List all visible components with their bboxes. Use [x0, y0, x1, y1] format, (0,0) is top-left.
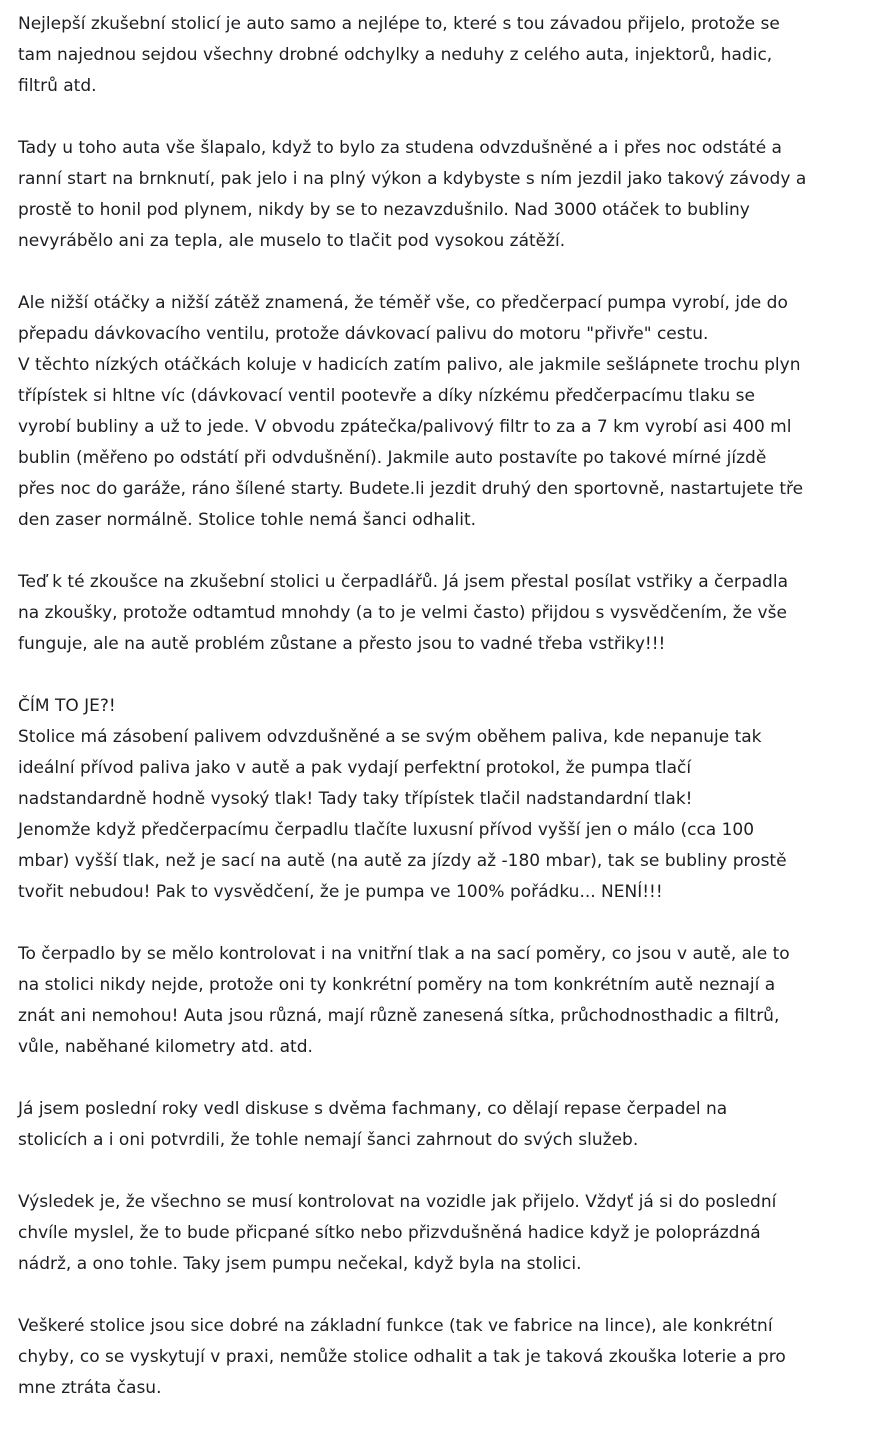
post-body	[18, 9, 895, 1404]
paragraph	[18, 691, 895, 908]
text-line: vůle, naběhané kilometry atd. atd.	[18, 1037, 313, 1057]
text-line: přepadu dávkovacího ventilu, protože dávkovací palivu do motoru "přivře" cestu.	[18, 324, 709, 344]
text-line: Já jsem poslední roky vedl diskuse s dvěma fachmany, co dělají repase čerpadel na	[18, 1099, 728, 1119]
text-line: vyrobí bubliny a už to jede. V obvodu zpátečka/palivový filtr to za a 7 km vyrobí asi 400 ml	[18, 417, 792, 437]
text-line: mne ztráta času.	[18, 1378, 162, 1398]
text-line: To čerpadlo by se mělo kontrolovat i na vnitřní tlak a na sací poměry, co jsou v autě, ale to	[18, 944, 790, 964]
text-line: na stolici nikdy nejde, protože oni ty konkrétní poměry na tom konkrétním autě neznají a	[18, 975, 776, 995]
text-line: Výsledek je, že všechno se musí kontrolovat na vozidle jak přijelo. Vždyť já si do poslední	[18, 1192, 777, 1212]
text-line: prostě to honil pod plynem, nikdy by se to nezavzdušnilo. Nad 3000 otáček to bubliny	[18, 200, 750, 220]
text-line: filtrů atd.	[18, 76, 97, 96]
text-line: ČÍM TO JE?!	[18, 696, 116, 716]
text-line: nadstandardně hodně vysoký tlak! Tady taky třípístek tlačil nadstandardní tlak!	[18, 789, 693, 809]
text-line: Jenomže když předčerpacímu čerpadlu tlačíte luxusní přívod vyšší jen o málo (cca 100	[18, 820, 755, 840]
paragraph	[18, 133, 895, 257]
text-line: tam najednou sejdou všechny drobné odchylky a neduhy z celého auta, injektorů, hadic,	[18, 45, 773, 65]
text-line: den zaser normálně. Stolice tohle nemá šanci odhalit.	[18, 510, 477, 530]
paragraph	[18, 939, 895, 1063]
text-line: Teď k té zkoušce na zkušební stolici u čerpadlářů. Já jsem přestal posílat vstřiky a čerpadla	[18, 572, 788, 592]
text-line: ranní start na brnknutí, pak jelo i na plný výkon a kdybyste s ním jezdil jako takový závody a	[18, 169, 807, 189]
text-line: Stolice má zásobení palivem odvzdušněné a se svým oběhem paliva, kde nepanuje tak	[18, 727, 762, 747]
text-line: třípístek si hltne víc (dávkovací ventil pootevře a díky nízkému předčerpacímu tlaku se	[18, 386, 755, 406]
text-line: bublin (měřeno po odstátí při odvdušnění). Jakmile auto postavíte po takové mírné jízdě	[18, 448, 767, 468]
text-line: na zkoušky, protože odtamtud mnohdy (a to je velmi často) přijdou s vysvědčením, že vše	[18, 603, 787, 623]
text-line: nevyrábělo ani za tepla, ale muselo to tlačit pod vysokou zátěží.	[18, 231, 566, 251]
text-line: chvíle myslel, že to bude přicpané sítko nebo přizvdušněná hadice když je poloprázdná	[18, 1223, 761, 1243]
text-line: V těchto nízkých otáčkách koluje v hadicích zatím palivo, ale jakmile sešlápnete trochu plyn	[18, 355, 801, 375]
text-line: chyby, co se vyskytují v praxi, nemůže stolice odhalit a tak je taková zkouška loterie a pro	[18, 1347, 786, 1367]
text-line: Nejlepší zkušební stolicí je auto samo a nejlépe to, které s tou závadou přijelo, protože se	[18, 14, 780, 34]
text-line: stolicích a i oni potvrdili, že tohle nemají šanci zahrnout do svých služeb.	[18, 1130, 639, 1150]
text-line: nádrž, a ono tohle. Taky jsem pumpu nečekal, když byla na stolici.	[18, 1254, 582, 1274]
text-line: mbar) vyšší tlak, než je sací na autě (na autě za jízdy až -180 mbar), tak se bubliny prostě	[18, 851, 787, 871]
text-line: Ale nižší otáčky a nižší zátěž znamená, že téměř vše, co předčerpací pumpa vyrobí, jde do	[18, 293, 788, 313]
paragraph	[18, 288, 895, 536]
paragraph	[18, 1094, 895, 1156]
text-line: funguje, ale na autě problém zůstane a přesto jsou to vadné třeba vstřiky!!!	[18, 634, 666, 654]
paragraph	[18, 1311, 895, 1404]
text-line: Veškeré stolice jsou sice dobré na základní funkce (tak ve fabrice na lince), ale konkrétní	[18, 1316, 773, 1336]
text-line: znát ani nemohou! Auta jsou různá, mají různě zanesená sítka, průchodnosthadic a filtrů,	[18, 1006, 780, 1026]
paragraph	[18, 567, 895, 660]
text-line: tvořit nebudou! Pak to vysvědčení, že je pumpa ve 100% pořádku... NENÍ!!!	[18, 882, 663, 902]
text-line: Tady u toho auta vše šlapalo, když to bylo za studena odvzdušněné a i přes noc odstáté a	[18, 138, 782, 158]
paragraph	[18, 9, 895, 102]
text-line: ideální přívod paliva jako v autě a pak vydají perfektní protokol, že pumpa tlačí	[18, 758, 692, 778]
paragraph	[18, 1187, 895, 1280]
text-line: přes noc do garáže, ráno šílené starty. Budete.li jezdit druhý den sportovně, nastartujete tře	[18, 479, 804, 499]
